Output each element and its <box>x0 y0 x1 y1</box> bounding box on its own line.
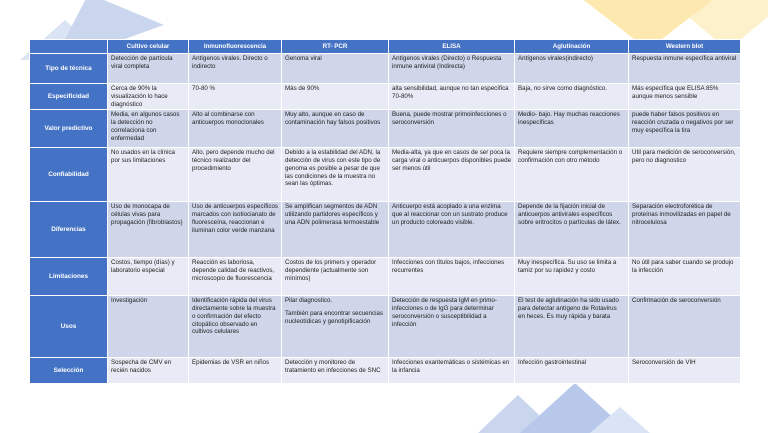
table-cell: Util para medición de seroconversión, pero no diagnostico <box>629 148 741 202</box>
table-cell: Investigación <box>108 296 189 358</box>
table-cell: Costos de los primers y operador dependiente (actualmente son mínimos) <box>282 258 389 296</box>
table-row <box>30 358 741 384</box>
table-cell: Identificación rápida del virus directamente sobre la muestra o confirmación del efecto citopático observado en cultivos celulares <box>189 296 282 358</box>
table-cell: Detección y monitoreo de tratamiento en infecciones de SNC <box>282 358 389 384</box>
table-cell: Debido a la estabilidad del ADN, la detección de virus con este tipo de genoma es posible a pesar de que las condiciones de la muestra no sean las óptimas. <box>282 148 389 202</box>
row-header: Tipo de técnica <box>30 54 108 84</box>
table-cell: Seroconversión de VIH <box>629 358 741 384</box>
table-cell: alta sensibilidad, aunque no tan específica 70-80% <box>389 84 515 110</box>
table-cell: Separación electroforética de proteínas inmovilizadas en papel de nitrocelulosa <box>629 202 741 258</box>
table-cell: Infecciones exantemáticas o sistémicas en la infancia <box>389 358 515 384</box>
cell-paragraph: También para encontrar secuencias nucleotídicas y genotipificación <box>285 310 384 325</box>
table-cell: Buena, puede mostrar primoinfecciones o seroconversión <box>389 110 515 148</box>
column-header: Aglutinación <box>515 40 629 54</box>
table-cell: Uso de monocapa de células vivas para propagación (fibroblastos) <box>108 202 189 258</box>
row-header: Diferencias <box>30 202 108 258</box>
table-cell: El test de aglutinación ha sido usado para detectar antígeno de Rotavirus en heces. Es muy rápida y barata <box>515 296 629 358</box>
column-header: Western blot <box>629 40 741 54</box>
table-cell: Detección de partícula viral completa <box>108 54 189 84</box>
column-header: ELISA <box>389 40 515 54</box>
table-cell: Media-alta, ya que en casos de ser poca la carga viral o anticuerpos disponibles puede ser menos útil <box>389 148 515 202</box>
table-row <box>30 202 741 258</box>
table-cell: Alto, pero depende mucho del técnico realizador del procedimiento <box>189 148 282 202</box>
table-cell: Confirmación de seroconversión <box>629 296 741 358</box>
table-cell: puede haber falsos positivos en reacción cruzada o negativos por ser muy específica la tira <box>629 110 741 148</box>
table-cell: Más de 90% <box>282 84 389 110</box>
row-header: Valor predictivo <box>30 110 108 148</box>
table-cell: Media, en algunos casos la detección no correlaciona con enfermedad <box>108 110 189 148</box>
table-cell: 70-80 % <box>189 84 282 110</box>
table-cell: Epidemias de VSR en niños <box>189 358 282 384</box>
table-cell: Cerca de 90% la visualización lo hace diagnóstico <box>108 84 189 110</box>
row-header: Limitaciones <box>30 258 108 296</box>
table-cell: No útil para saber cuando se produjo la infección <box>629 258 741 296</box>
table-cell: Antígenos virales. Directo o indirecto <box>189 54 282 84</box>
row-header: Confiabilidad <box>30 148 108 202</box>
table-cell: Uso de anticuerpos específicos marcados con isotiocianato de fluoresceína, reaccionan e iluminan color verde manzana <box>189 202 282 258</box>
table-cell: Muy inespecífica. Su uso se limita a tamiz por su rapidez y costo <box>515 258 629 296</box>
table-row <box>30 54 741 84</box>
table-cell: Antígenos virales (Directo) o Respuesta inmune antiviral (Indirecta) <box>389 54 515 84</box>
table-cell: Antígenos virales(indirecto) <box>515 54 629 84</box>
table-cell: Requiere siempre complementación o confirmación con otro método <box>515 148 629 202</box>
table-cell: Sospecha de CMV en recién nacidos <box>108 358 189 384</box>
table-row <box>30 258 741 296</box>
column-header: RT- PCR <box>282 40 389 54</box>
table-cell <box>282 296 389 358</box>
table-row <box>30 148 741 202</box>
table-cell: Baja, no sirve como diagnóstico. <box>515 84 629 110</box>
table-cell: Genoma viral <box>282 54 389 84</box>
table-cell: Depende de la fijación inicial de anticuerpos antivirales específicos sobre eritrocitos o partículas de látex. <box>515 202 629 258</box>
decor-triangle-blue <box>590 407 650 433</box>
table-cell: No usados en la clínica por sus limitaciones <box>108 148 189 202</box>
table-cell: Se amplifican segmentos de ADN utilizando partidores específicos y una ADN polimerasa termoestable <box>282 202 389 258</box>
table-row <box>30 110 741 148</box>
header-corner <box>30 40 108 54</box>
table-cell: Medio- bajo. Hay muchas reacciones inespecíficas <box>515 110 629 148</box>
row-header: Especificidad <box>30 84 108 110</box>
cell-paragraph: Pilar diagnostico. <box>285 297 333 305</box>
table-cell: Detección de respuesta IgM en primo-infecciones o de IgG para determinar seroconversión o susceptibilidad a infección <box>389 296 515 358</box>
table-cell: Respuesta inmune específica antiviral <box>629 54 741 84</box>
table-row <box>30 84 741 110</box>
row-header: Selección <box>30 358 108 384</box>
table-cell: Más específica que ELISA 85% aunque menos sensible <box>629 84 741 110</box>
column-header: Cultivo celular <box>108 40 189 54</box>
table-row <box>30 296 741 358</box>
table-cell: Infección gastrointestinal <box>515 358 629 384</box>
row-header: Usos <box>30 296 108 358</box>
table-cell: Costos, tiempo (días) y laboratorio especial <box>108 258 189 296</box>
table-cell: Infecciones con títulos bajos, infecciones recurrentes <box>389 258 515 296</box>
table-cell: Muy alto, aunque en caso de contaminación hay falsos positivos <box>282 110 389 148</box>
table-cell: Reacción es laboriosa, depende calidad de reactivos, microscopio de fluorescencia <box>189 258 282 296</box>
table-cell: Alto al combinarse con anticuerpos monoclonales <box>189 110 282 148</box>
header-row <box>30 40 741 54</box>
comparison-table <box>29 39 741 384</box>
column-header: Inmunofluorescencia <box>189 40 282 54</box>
table-cell: Anticuerpo está acoplado a una enzima que al reaccionar con un sustrato produce un producto coloreado visible. <box>389 202 515 258</box>
